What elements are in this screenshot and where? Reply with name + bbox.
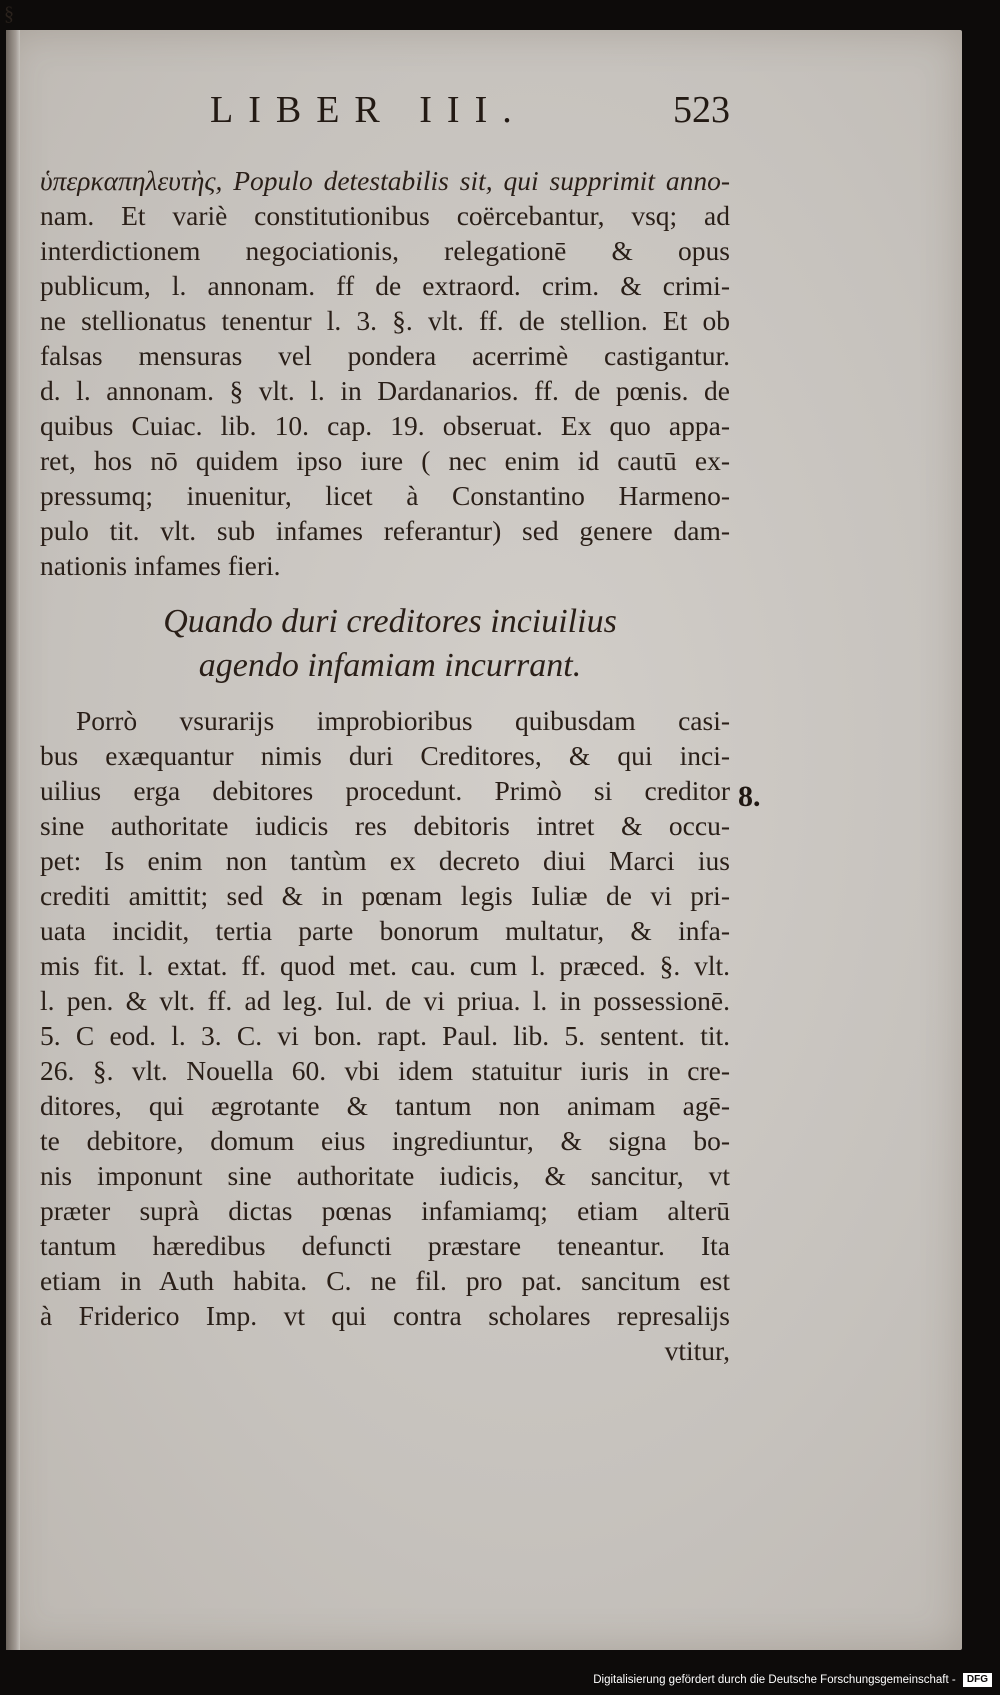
paragraph-1 bbox=[40, 163, 730, 583]
text-line: nis imponunt sine authoritate iudicis, & sancitur, vt bbox=[40, 1160, 730, 1191]
catchword: vtitur, bbox=[664, 1335, 730, 1366]
text-line: d. l. annonam. § vlt. l. in Dardanarios. ff. de pœnis. de bbox=[40, 375, 730, 406]
text-line: 26. §. vlt. Nouella 60. vbi idem statuitur iuris in cre- bbox=[40, 1055, 730, 1086]
text-line: uilius erga debitores procedunt. Primò si creditor bbox=[40, 775, 730, 806]
text-line: etiam in Auth habita. C. ne fil. pro pat. sancitum est bbox=[40, 1265, 730, 1296]
page-binding-edge bbox=[6, 30, 20, 1650]
text-line: ne stellionatus tenentur l. 3. §. vlt. ff. de stellion. Et ob bbox=[40, 305, 730, 336]
text-line: interdictionem negociationis, relegationē & opus bbox=[40, 235, 730, 266]
page-number: 523 bbox=[673, 89, 730, 131]
running-title: LIBER III. bbox=[210, 89, 527, 131]
text-line: uata incidit, tertia parte bonorum multatur, & infa- bbox=[40, 915, 730, 946]
text-line: Porrò vsurarijs improbioribus quibusdam casi- bbox=[76, 705, 730, 736]
dfg-logo: DFG bbox=[963, 1673, 992, 1687]
digitization-footer bbox=[0, 1670, 992, 1690]
heading-line: Quando duri creditores inciuilius bbox=[163, 603, 617, 640]
page-header bbox=[210, 88, 730, 138]
text-line: pulo tit. vlt. sub infames referantur) sed genere dam- bbox=[40, 515, 730, 546]
text-line: ret, hos nō quidem ipso iure ( nec enim id cautū ex- bbox=[40, 445, 730, 476]
text-line: bus exæquantur nimis duri Creditores, & qui inci- bbox=[40, 740, 730, 771]
top-corner-mark: § bbox=[4, 3, 14, 25]
text-line: nam. Et variè constitutionibus coërcebantur, vsq; ad bbox=[40, 200, 730, 231]
section-heading bbox=[80, 600, 700, 688]
text-line: quibus Cuiac. lib. 10. cap. 19. obseruat. Ex quo appa- bbox=[40, 410, 730, 441]
text-line: 5. C eod. l. 3. C. vi bon. rapt. Paul. lib. 5. sentent. tit. bbox=[40, 1020, 730, 1051]
text-line: præter suprà dictas pœnas infamiamq; etiam alterū bbox=[40, 1195, 730, 1226]
margin-note: 8. bbox=[738, 780, 761, 813]
text-line: l. pen. & vlt. ff. ad leg. Iul. de vi priua. l. in possessionē. bbox=[40, 985, 730, 1016]
heading-line: agendo infamiam incurrant. bbox=[198, 647, 582, 684]
text-line: pet: Is enim non tantùm ex decreto diui Marci ius bbox=[40, 845, 730, 876]
text-line: pressumq; inuenitur, licet à Constantino Harmeno- bbox=[40, 480, 730, 511]
text-line: te debitore, domum eius ingrediuntur, & signa bo- bbox=[40, 1125, 730, 1156]
text-line: ὑπερκαπηλευτὴς, Populo detestabilis sit, qui supprimit anno- bbox=[40, 165, 730, 196]
text-line: crediti amittit; sed & in pœnam legis Iuliæ de vi pri- bbox=[40, 880, 730, 911]
footer-text: Digitalisierung gefördert durch die Deutsche Forschungsgemeinschaft - bbox=[593, 1674, 956, 1686]
text-line: mis fit. l. extat. ff. quod met. cau. cum l. præced. §. vlt. bbox=[40, 950, 730, 981]
text-line: falsas mensuras vel pondera acerrimè castigantur. bbox=[40, 340, 730, 371]
text-line: nationis infames fieri. bbox=[40, 550, 281, 581]
paragraph-2 bbox=[40, 703, 730, 1368]
text-line: ditores, qui ægrotante & tantum non animam agē- bbox=[40, 1090, 730, 1121]
text-line: sine authoritate iudicis res debitoris intret & occu- bbox=[40, 810, 730, 841]
text-line: tantum hæredibus defuncti præstare teneantur. Ita bbox=[40, 1230, 730, 1261]
text-line: publicum, l. annonam. ff de extraord. crim. & crimi- bbox=[40, 270, 730, 301]
text-line: à Friderico Imp. vt qui contra scholares represalijs bbox=[40, 1300, 730, 1331]
